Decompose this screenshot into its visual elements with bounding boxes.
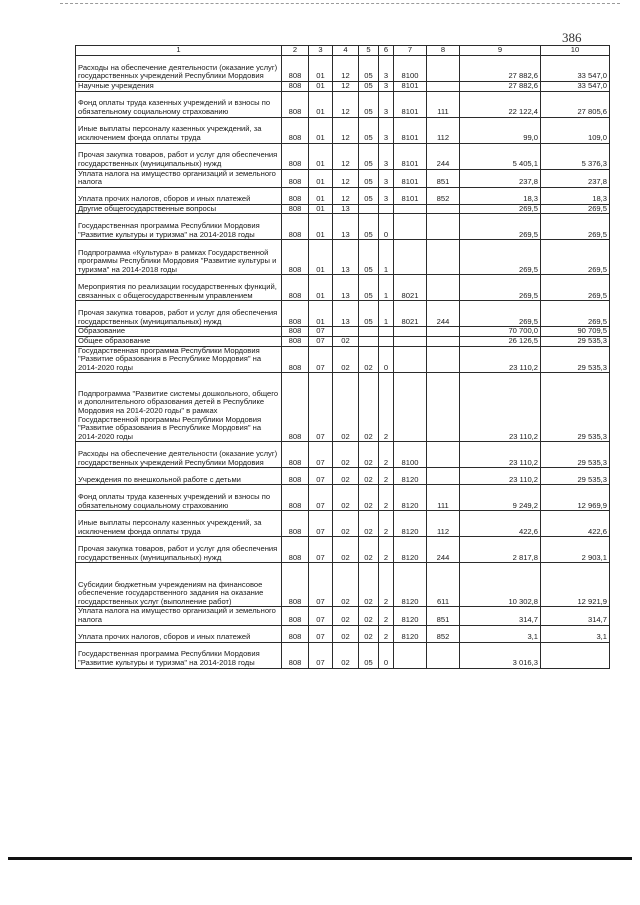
col-5-code: 02 — [359, 511, 379, 537]
col-7-code — [394, 346, 427, 373]
col-7-code: 8100 — [394, 56, 427, 82]
row-name: Научные учреждения — [76, 82, 282, 92]
col-3-code: 01 — [309, 214, 333, 240]
column-header: 7 — [394, 46, 427, 56]
col-9-amount: 18,3 — [460, 187, 541, 204]
col-4-code: 12 — [333, 169, 359, 187]
col-6-code — [379, 336, 394, 346]
col-9-amount: 314,7 — [460, 607, 541, 625]
col-6-code: 3 — [379, 187, 394, 204]
col-10-amount: 29 535,3 — [541, 442, 610, 468]
table-row — [76, 56, 610, 82]
col-2-code: 808 — [282, 537, 309, 563]
column-header: 4 — [333, 46, 359, 56]
col-3-code: 07 — [309, 327, 333, 337]
col-7-code: 8021 — [394, 301, 427, 327]
row-name: Иные выплаты персоналу казенных учреждений, за исключением фонда оплаты труда — [76, 117, 282, 143]
top-scan-rule — [60, 3, 620, 4]
col-3-code: 07 — [309, 468, 333, 485]
col-9-amount: 5 405,1 — [460, 143, 541, 169]
col-5-code: 05 — [359, 301, 379, 327]
col-9-amount: 2 817,8 — [460, 537, 541, 563]
col-2-code: 808 — [282, 117, 309, 143]
col-2-code: 808 — [282, 204, 309, 214]
col-2-code: 808 — [282, 373, 309, 442]
col-7-code: 8120 — [394, 607, 427, 625]
table-row — [76, 625, 610, 642]
col-4-code: 12 — [333, 117, 359, 143]
row-name: Мероприятия по реализации государственных функций, связанных с общегосударственным управлением — [76, 275, 282, 301]
col-8-code: 852 — [427, 625, 460, 642]
table-row — [76, 169, 610, 187]
col-3-code: 01 — [309, 117, 333, 143]
col-8-code — [427, 468, 460, 485]
table-row — [76, 485, 610, 511]
col-7-code: 8120 — [394, 537, 427, 563]
col-10-amount: 12 969,9 — [541, 485, 610, 511]
col-8-code — [427, 240, 460, 275]
col-9-amount: 23 110,2 — [460, 468, 541, 485]
col-3-code: 07 — [309, 607, 333, 625]
col-8-code: 111 — [427, 485, 460, 511]
table-row — [76, 468, 610, 485]
col-4-code: 12 — [333, 56, 359, 82]
col-4-code: 13 — [333, 275, 359, 301]
row-name: Субсидии бюджетным учреждениям на финансовое обеспечение государственного задания на оказание государственных услуг (выполнение работ) — [76, 563, 282, 607]
row-name: Уплата налога на имущество организаций и земельного налога — [76, 607, 282, 625]
col-3-code: 07 — [309, 346, 333, 373]
col-3-code: 01 — [309, 169, 333, 187]
col-3-code: 07 — [309, 442, 333, 468]
col-6-code: 2 — [379, 625, 394, 642]
col-10-amount: 422,6 — [541, 511, 610, 537]
col-6-code: 2 — [379, 468, 394, 485]
col-5-code: 05 — [359, 56, 379, 82]
col-10-amount: 2 903,1 — [541, 537, 610, 563]
col-10-amount: 237,8 — [541, 169, 610, 187]
table-row — [76, 82, 610, 92]
col-8-code: 852 — [427, 187, 460, 204]
col-3-code: 01 — [309, 240, 333, 275]
col-10-amount: 5 376,3 — [541, 143, 610, 169]
col-9-amount: 269,5 — [460, 204, 541, 214]
table-row — [76, 511, 610, 537]
table-row — [76, 187, 610, 204]
col-6-code: 2 — [379, 537, 394, 563]
col-9-amount: 269,5 — [460, 214, 541, 240]
col-9-amount: 22 122,4 — [460, 91, 541, 117]
row-name: Подпрограмма "Развитие системы дошкольного, общего и дополнительного образования детей в Республике Мордовия на 2014-2020 годы" в рамках Государственной программы Республики Мордовия "Развитие образования в Республике Мордовия" на 2014-2020 годы — [76, 373, 282, 442]
col-2-code: 808 — [282, 143, 309, 169]
col-9-amount: 23 110,2 — [460, 373, 541, 442]
table-row — [76, 563, 610, 607]
row-name: Фонд оплаты труда казенных учреждений и взносы по обязательному социальному страхованию — [76, 485, 282, 511]
col-4-code: 13 — [333, 240, 359, 275]
col-8-code — [427, 214, 460, 240]
col-10-amount: 109,0 — [541, 117, 610, 143]
col-10-amount: 314,7 — [541, 607, 610, 625]
row-name: Подпрограмма «Культура» в рамках Государственной программы Республики Мордовия "Развитие культуры и туризма" на 2014-2018 годы — [76, 240, 282, 275]
col-8-code: 611 — [427, 563, 460, 607]
col-8-code — [427, 82, 460, 92]
col-5-code — [359, 204, 379, 214]
col-7-code: 8120 — [394, 468, 427, 485]
col-5-code: 05 — [359, 240, 379, 275]
col-3-code: 01 — [309, 91, 333, 117]
col-7-code: 8101 — [394, 143, 427, 169]
col-7-code: 8101 — [394, 117, 427, 143]
column-header: 8 — [427, 46, 460, 56]
col-8-code: 112 — [427, 117, 460, 143]
col-7-code: 8120 — [394, 485, 427, 511]
col-3-code: 07 — [309, 511, 333, 537]
col-9-amount: 3 016,3 — [460, 642, 541, 668]
col-4-code: 12 — [333, 187, 359, 204]
col-7-code — [394, 373, 427, 442]
col-8-code — [427, 204, 460, 214]
col-10-amount: 269,5 — [541, 204, 610, 214]
col-10-amount: 18,3 — [541, 187, 610, 204]
col-6-code: 2 — [379, 442, 394, 468]
col-2-code: 808 — [282, 91, 309, 117]
col-2-code: 808 — [282, 468, 309, 485]
col-4-code: 02 — [333, 625, 359, 642]
col-5-code: 05 — [359, 275, 379, 301]
col-5-code: 05 — [359, 169, 379, 187]
col-6-code: 1 — [379, 301, 394, 327]
col-2-code: 808 — [282, 214, 309, 240]
col-8-code — [427, 56, 460, 82]
col-4-code: 02 — [333, 468, 359, 485]
col-8-code: 244 — [427, 143, 460, 169]
col-3-code: 07 — [309, 373, 333, 442]
col-10-amount: 3,1 — [541, 625, 610, 642]
col-2-code: 808 — [282, 56, 309, 82]
col-3-code: 07 — [309, 625, 333, 642]
row-name: Образование — [76, 327, 282, 337]
col-5-code: 02 — [359, 468, 379, 485]
table-row — [76, 214, 610, 240]
col-7-code — [394, 336, 427, 346]
col-6-code: 1 — [379, 240, 394, 275]
table-row — [76, 143, 610, 169]
col-5-code — [359, 336, 379, 346]
col-2-code: 808 — [282, 346, 309, 373]
table-row — [76, 327, 610, 337]
col-8-code: 244 — [427, 537, 460, 563]
column-header: 2 — [282, 46, 309, 56]
col-6-code: 2 — [379, 373, 394, 442]
col-6-code: 3 — [379, 82, 394, 92]
col-5-code: 02 — [359, 625, 379, 642]
col-10-amount: 269,5 — [541, 275, 610, 301]
col-9-amount: 26 126,5 — [460, 336, 541, 346]
col-7-code: 8101 — [394, 169, 427, 187]
col-8-code: 111 — [427, 91, 460, 117]
col-5-code: 05 — [359, 91, 379, 117]
col-4-code: 02 — [333, 485, 359, 511]
col-4-code: 02 — [333, 373, 359, 442]
table-body — [76, 56, 610, 669]
column-header: 10 — [541, 46, 610, 56]
col-10-amount: 269,5 — [541, 214, 610, 240]
col-7-code — [394, 204, 427, 214]
col-3-code: 07 — [309, 485, 333, 511]
col-6-code: 1 — [379, 275, 394, 301]
col-6-code: 2 — [379, 607, 394, 625]
col-8-code — [427, 642, 460, 668]
col-8-code — [427, 442, 460, 468]
col-4-code: 02 — [333, 511, 359, 537]
col-10-amount: 29 535,3 — [541, 468, 610, 485]
col-9-amount: 27 882,6 — [460, 56, 541, 82]
col-9-amount: 269,5 — [460, 275, 541, 301]
col-6-code: 3 — [379, 91, 394, 117]
col-3-code: 01 — [309, 82, 333, 92]
col-5-code: 05 — [359, 214, 379, 240]
col-6-code: 3 — [379, 169, 394, 187]
col-6-code: 2 — [379, 511, 394, 537]
col-5-code: 02 — [359, 537, 379, 563]
col-10-amount: 29 535,3 — [541, 336, 610, 346]
col-8-code — [427, 346, 460, 373]
column-header: 5 — [359, 46, 379, 56]
row-name: Государственная программа Республики Мордовия "Развитие образования в Республике Мордовия" на 2014-2020 годы — [76, 346, 282, 373]
col-4-code: 02 — [333, 607, 359, 625]
col-10-amount — [541, 642, 610, 668]
col-5-code: 05 — [359, 143, 379, 169]
col-6-code: 3 — [379, 143, 394, 169]
col-3-code: 01 — [309, 301, 333, 327]
table-row — [76, 204, 610, 214]
col-8-code: 851 — [427, 607, 460, 625]
table-row — [76, 240, 610, 275]
row-name: Расходы на обеспечение деятельности (оказание услуг) государственных учреждений Республики Мордовия — [76, 442, 282, 468]
col-4-code: 02 — [333, 537, 359, 563]
col-2-code: 808 — [282, 563, 309, 607]
col-8-code: 851 — [427, 169, 460, 187]
col-2-code: 808 — [282, 607, 309, 625]
col-8-code: 112 — [427, 511, 460, 537]
table-row — [76, 117, 610, 143]
col-6-code: 2 — [379, 563, 394, 607]
col-3-code: 01 — [309, 56, 333, 82]
col-8-code: 244 — [427, 301, 460, 327]
row-name: Фонд оплаты труда казенных учреждений и взносы по обязательному социальному страхованию — [76, 91, 282, 117]
col-10-amount: 33 547,0 — [541, 82, 610, 92]
col-5-code — [359, 327, 379, 337]
column-header: 9 — [460, 46, 541, 56]
col-2-code: 808 — [282, 82, 309, 92]
col-7-code: 8120 — [394, 511, 427, 537]
col-10-amount: 29 535,3 — [541, 346, 610, 373]
table-row — [76, 301, 610, 327]
col-3-code: 01 — [309, 275, 333, 301]
col-4-code: 13 — [333, 214, 359, 240]
col-4-code: 02 — [333, 642, 359, 668]
col-2-code: 808 — [282, 511, 309, 537]
col-4-code — [333, 327, 359, 337]
col-4-code: 12 — [333, 82, 359, 92]
col-10-amount: 90 709,5 — [541, 327, 610, 337]
row-name: Государственная программа Республики Мордовия "Развитие культуры и туризма" на 2014-2018 годы — [76, 642, 282, 668]
table-row — [76, 346, 610, 373]
col-5-code: 02 — [359, 346, 379, 373]
col-6-code: 3 — [379, 117, 394, 143]
col-9-amount: 422,6 — [460, 511, 541, 537]
col-3-code: 01 — [309, 204, 333, 214]
row-name: Государственная программа Республики Мордовия "Развитие культуры и туризма" на 2014-2018 годы — [76, 214, 282, 240]
table-row — [76, 607, 610, 625]
col-3-code: 01 — [309, 143, 333, 169]
col-8-code — [427, 327, 460, 337]
col-9-amount: 10 302,8 — [460, 563, 541, 607]
col-9-amount: 237,8 — [460, 169, 541, 187]
col-8-code — [427, 336, 460, 346]
col-4-code: 13 — [333, 301, 359, 327]
col-6-code: 0 — [379, 214, 394, 240]
col-4-code: 02 — [333, 563, 359, 607]
col-7-code: 8021 — [394, 275, 427, 301]
col-9-amount: 269,5 — [460, 301, 541, 327]
col-7-code: 8101 — [394, 82, 427, 92]
col-5-code: 02 — [359, 563, 379, 607]
col-9-amount: 99,0 — [460, 117, 541, 143]
row-name: Уплата прочих налогов, сборов и иных платежей — [76, 187, 282, 204]
col-5-code: 02 — [359, 607, 379, 625]
col-7-code: 8100 — [394, 442, 427, 468]
col-8-code — [427, 373, 460, 442]
col-2-code: 808 — [282, 625, 309, 642]
col-7-code: 8101 — [394, 91, 427, 117]
col-6-code: 2 — [379, 485, 394, 511]
col-2-code: 808 — [282, 485, 309, 511]
col-2-code: 808 — [282, 336, 309, 346]
col-6-code — [379, 327, 394, 337]
table-row — [76, 442, 610, 468]
col-3-code: 07 — [309, 336, 333, 346]
table-row — [76, 336, 610, 346]
col-3-code: 07 — [309, 537, 333, 563]
col-10-amount: 269,5 — [541, 301, 610, 327]
row-name: Прочая закупка товаров, работ и услуг для обеспечения государственных (муниципальных) нужд — [76, 301, 282, 327]
row-name: Учреждения по внешкольной работе с детьми — [76, 468, 282, 485]
bottom-scan-rule — [8, 857, 632, 860]
col-2-code: 808 — [282, 642, 309, 668]
page-number: 386 — [562, 30, 582, 45]
column-header: 3 — [309, 46, 333, 56]
col-5-code: 05 — [359, 642, 379, 668]
row-name: Прочая закупка товаров, работ и услуг для обеспечения государственных (муниципальных) нужд — [76, 537, 282, 563]
row-name: Другие общегосударственные вопросы — [76, 204, 282, 214]
col-2-code: 808 — [282, 275, 309, 301]
row-name: Уплата налога на имущество организаций и земельного налога — [76, 169, 282, 187]
col-6-code — [379, 204, 394, 214]
col-4-code: 02 — [333, 346, 359, 373]
row-name: Расходы на обеспечение деятельности (оказание услуг) государственных учреждений Республики Мордовия — [76, 56, 282, 82]
col-7-code — [394, 642, 427, 668]
col-3-code: 07 — [309, 642, 333, 668]
col-9-amount: 23 110,2 — [460, 346, 541, 373]
table-row — [76, 537, 610, 563]
col-10-amount: 27 805,6 — [541, 91, 610, 117]
col-2-code: 808 — [282, 240, 309, 275]
col-5-code: 05 — [359, 117, 379, 143]
col-5-code: 02 — [359, 485, 379, 511]
col-3-code: 01 — [309, 187, 333, 204]
row-name: Общее образование — [76, 336, 282, 346]
col-5-code: 02 — [359, 442, 379, 468]
col-7-code: 8120 — [394, 625, 427, 642]
table-row — [76, 275, 610, 301]
budget-table — [75, 45, 610, 669]
col-9-amount: 269,5 — [460, 240, 541, 275]
col-2-code: 808 — [282, 301, 309, 327]
col-7-code — [394, 327, 427, 337]
col-4-code: 12 — [333, 143, 359, 169]
col-7-code — [394, 240, 427, 275]
col-4-code: 02 — [333, 442, 359, 468]
col-7-code — [394, 214, 427, 240]
col-6-code: 3 — [379, 56, 394, 82]
col-9-amount: 27 882,6 — [460, 82, 541, 92]
col-9-amount: 9 249,2 — [460, 485, 541, 511]
col-4-code: 02 — [333, 336, 359, 346]
table-row — [76, 91, 610, 117]
col-2-code: 808 — [282, 327, 309, 337]
col-10-amount: 12 921,9 — [541, 563, 610, 607]
col-2-code: 808 — [282, 169, 309, 187]
row-name: Иные выплаты персоналу казенных учреждений, за исключением фонда оплаты труда — [76, 511, 282, 537]
col-5-code: 05 — [359, 82, 379, 92]
col-4-code: 13 — [333, 204, 359, 214]
col-2-code: 808 — [282, 187, 309, 204]
col-9-amount: 3,1 — [460, 625, 541, 642]
col-8-code — [427, 275, 460, 301]
col-7-code: 8120 — [394, 563, 427, 607]
col-9-amount: 23 110,2 — [460, 442, 541, 468]
col-7-code: 8101 — [394, 187, 427, 204]
col-6-code: 0 — [379, 346, 394, 373]
col-5-code: 02 — [359, 373, 379, 442]
col-5-code: 05 — [359, 187, 379, 204]
col-10-amount: 33 547,0 — [541, 56, 610, 82]
column-header: 1 — [76, 46, 282, 56]
row-name: Прочая закупка товаров, работ и услуг для обеспечения государственных (муниципальных) нужд — [76, 143, 282, 169]
col-9-amount: 70 700,0 — [460, 327, 541, 337]
col-10-amount: 29 535,3 — [541, 373, 610, 442]
col-4-code: 12 — [333, 91, 359, 117]
col-6-code: 0 — [379, 642, 394, 668]
row-name: Уплата прочих налогов, сборов и иных платежей — [76, 625, 282, 642]
table-row — [76, 642, 610, 668]
table-row — [76, 373, 610, 442]
col-10-amount: 269,5 — [541, 240, 610, 275]
header-row — [76, 46, 610, 56]
col-2-code: 808 — [282, 442, 309, 468]
col-3-code: 07 — [309, 563, 333, 607]
column-header: 6 — [379, 46, 394, 56]
